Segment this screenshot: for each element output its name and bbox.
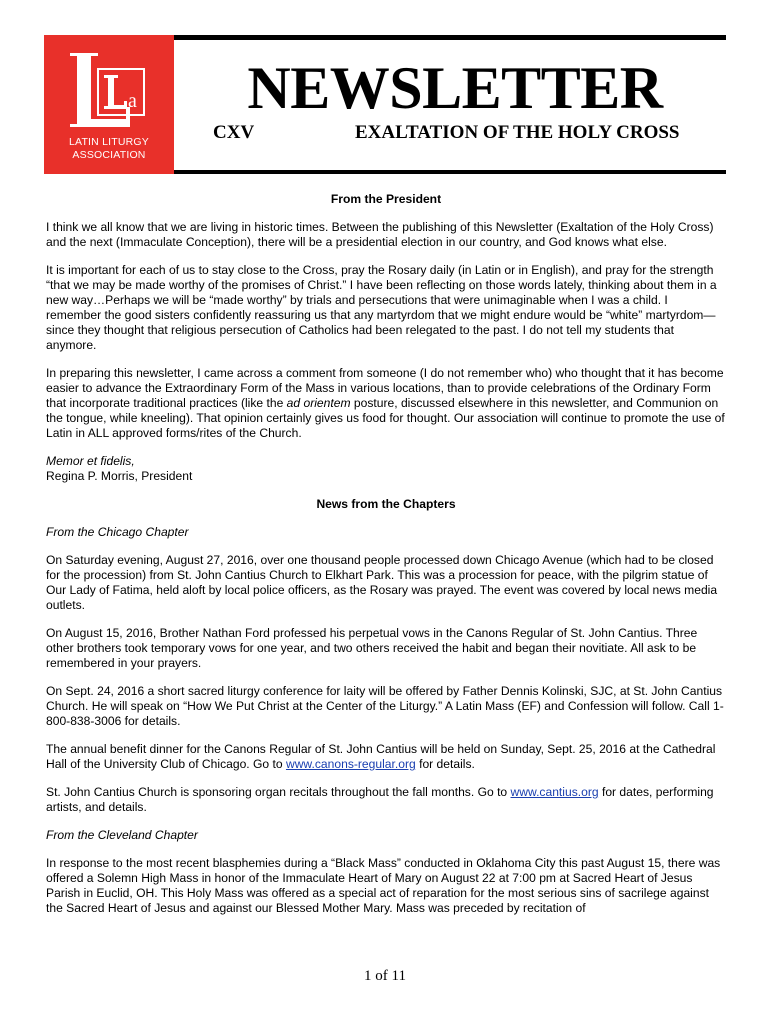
signoff: Memor et fidelis, (46, 454, 135, 468)
chicago-paragraph-5 (46, 785, 726, 815)
paragraph-text: for details. (415, 757, 475, 771)
cleveland-heading: From the Cleveland Chapter (46, 828, 198, 842)
chapters-heading: News from the Chapters (316, 497, 456, 511)
italic-term: ad orientem (286, 396, 351, 410)
cleveland-paragraph-1: In response to the most recent blasphemies during a “Black Mass” conducted in Oklahoma City this past August 15, there was offered a Solemn High Mass in honor of the Immaculate Heart of Mary on August 22 at 7:00 pm at Sacred Heart of Jesus Parish in Euclid, OH. This Holy Mass was offered as a special act of reparation for the most serious sins of sacrilege against the Sacred Heart of Jesus and against our Blessed Mother Mary. Mass was preceded by recitation of (46, 856, 721, 915)
newsletter-body (46, 192, 726, 929)
chicago-paragraph-4 (46, 742, 726, 772)
chicago-paragraph-1: On Saturday evening, August 27, 2016, over one thousand people processed down Chicago Avenue (which had to be closed for the procession) from St. John Cantius Church to Elkhart Park. This was a procession for peace, with the pilgrim statue of Our Lady of Fatima, held aloft by local police officers, as the Rosary was prayed. The event was covered by local news media outlets. (46, 553, 718, 612)
paragraph-text: St. John Cantius Church is sponsoring organ recitals throughout the fall months. Go to (46, 785, 511, 799)
issue-number: CXV (213, 122, 255, 143)
paragraph-text: In preparing this newsletter, I came across a comment from someone (I do not remember who) who thought that it has become easier to advance the Extraordinary Form of the Mass in various locations, than to provide celebrations of the Ordinary Form that incorporate traditional practices (like the (46, 366, 724, 410)
paragraph-text: The annual benefit dinner for the Canons Regular of St. John Cantius will be held on Sunday, Sept. 25, 2016 at the Cathedral Hall of the University Club of Chicago. Go to (46, 742, 716, 771)
logo (44, 35, 174, 174)
signature: Regina P. Morris, President (46, 469, 193, 483)
page-number: 1 of 11 (364, 968, 406, 984)
president-heading: From the President (330, 192, 442, 206)
logo-text-line-1: LATIN LITURGY (68, 136, 149, 148)
president-paragraph-3 (46, 366, 726, 441)
chicago-paragraph-3: On Sept. 24, 2016 a short sacred liturgy conference for laity will be offered by Father Dennis Kolinski, SJC, at St. John Cantius Church. He will speak on “How We Put Christ at the Center of the Liturgy.” A Latin Mass (EF) and Confession will follow. Call 1-800-838-3006 for details. (46, 684, 724, 728)
chicago-paragraph-2: On August 15, 2016, Brother Nathan Ford professed his perpetual vows in the Canons Regular of St. John Cantius. Three other brothers took temporary vows for one year, and two others received the habit and began their novitiate. All ask to be remembered in your prayers. (46, 626, 698, 670)
logo-text-line-2: ASSOCIATION (72, 149, 146, 161)
ll-monogram-icon (64, 49, 154, 135)
president-paragraph-2: It is important for each of us to stay close to the Cross, pray the Rosary daily (in Latin or in English), and pray for the strength “that we may be made worthy of the promises of Christ.” I have been reflecting on those words lately, thinking about them in a new way…Perhaps we will be “made worthy” by trials and persecutions that were unimaginable when I was a child. I remember the good sisters confidently reassuring us that any martyrdom that we might endure would be “white” martyrdom—since they thought that religious persecution of Catholics had been relegated to the past. I do not tell my students that anymore. (46, 263, 717, 352)
signature-block (46, 454, 726, 484)
cantius-link[interactable]: www.cantius.org (510, 785, 599, 799)
paragraph-text: posture, discussed elsewhere in this newsletter, and Communion on the tongue, while kneeling). That opinion certainly gives us food for thought. Our association will continue to promote the use of Latin in ALL approved forms/rites of the Church. (46, 396, 725, 440)
newsletter-title: NEWSLETTER (247, 55, 663, 121)
header-rule-top (174, 35, 726, 40)
header-rule-bottom (174, 170, 726, 174)
paragraph-text: for dates, performing artists, and details. (46, 785, 714, 814)
svg-text:a: a (128, 90, 137, 112)
chicago-heading: From the Chicago Chapter (46, 525, 189, 539)
issue-feast: EXALTATION OF THE HOLY CROSS (355, 122, 680, 143)
canons-regular-link[interactable]: www.canons-regular.org (285, 757, 416, 771)
president-paragraph-1: I think we all know that we are living in historic times. Between the publishing of this Newsletter (Exaltation of the Holy Cross) and the next (Immaculate Conception), there will be a presidential election in our country, and God knows what else. (46, 220, 714, 249)
